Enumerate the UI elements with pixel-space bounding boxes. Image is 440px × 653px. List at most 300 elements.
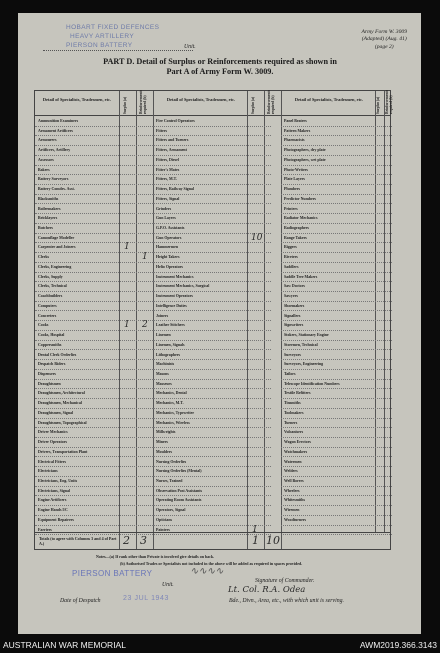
row-rule [281, 495, 392, 496]
trade-label: Artificers, Artillery [38, 148, 71, 153]
row-rule [35, 525, 153, 526]
trade-label: Gun Operators [156, 235, 182, 240]
total-reinforcements-left: 3 [140, 534, 147, 547]
trade-label: Saddle Tree Makers [284, 274, 318, 279]
row-rule [35, 310, 153, 311]
trade-label: Tinsmiths [284, 401, 301, 406]
row-rule [281, 262, 392, 263]
row-rule [153, 184, 271, 185]
row-rule [281, 379, 392, 380]
footer-institution: AUSTRALIAN WAR MEMORIAL [3, 640, 126, 650]
row-rule [281, 456, 392, 457]
trade-label: Surveyors, Engineering [284, 362, 324, 367]
trade-label: Electrical Fitters [38, 459, 66, 464]
unit-label-bottom: Unit. [162, 582, 174, 588]
row-rule [35, 515, 153, 516]
row-rule [35, 203, 153, 204]
trade-label: Turners [284, 420, 298, 425]
trade-label: Lithographers [156, 352, 180, 357]
trade-label: Plumbers [284, 187, 300, 192]
row-rule [153, 145, 271, 146]
row-rule [153, 427, 271, 428]
trade-label: Electricians, Signal [38, 488, 70, 493]
unit-stamp-line-2: HEAVY ARTILLERY [70, 33, 135, 40]
row-rule [153, 369, 271, 370]
row-rule [281, 145, 392, 146]
trade-label: Engine Artificers [38, 498, 67, 503]
trade-label: Shoemakers [284, 303, 305, 308]
trade-label: Mechanics, Wireless [156, 420, 190, 425]
row-rule [35, 223, 153, 224]
row-rule [35, 320, 153, 321]
trade-label: Pattern Makers [284, 128, 311, 133]
row-rule [153, 135, 271, 136]
trade-label: Joiners [156, 313, 169, 318]
trade-label: Photo-Writers [284, 167, 308, 172]
row-rule [35, 242, 153, 243]
unit-label: Unit. [184, 44, 196, 50]
trade-label: Welders [284, 469, 298, 474]
row-rule [281, 291, 392, 292]
row-rule [35, 505, 153, 506]
reinforcement-entry: 2 [142, 320, 148, 331]
trade-label: Operating Room Assistants [156, 498, 202, 503]
row-rule [281, 340, 392, 341]
trade-label: Nurses, Trained [156, 479, 183, 483]
row-rule [35, 388, 153, 389]
row-rule [35, 281, 153, 282]
row-rule [35, 262, 153, 263]
row-rule [281, 194, 392, 195]
form-ref-line-3: (page 2) [374, 43, 394, 50]
trade-label: Grinders [156, 206, 172, 211]
trade-label: Butchers [38, 226, 53, 231]
col-divider [153, 533, 154, 549]
row-rule [35, 252, 153, 253]
row-rule [153, 408, 271, 409]
row-rule [281, 486, 392, 487]
row-rule [281, 165, 392, 166]
trade-label: Boilermakers [38, 206, 61, 211]
row-rule [153, 379, 271, 380]
row-rule [281, 398, 392, 399]
row-rule [153, 515, 271, 516]
header-reinforcements-3: Reinforcements required (b) [385, 89, 393, 114]
trade-label: Millwrights [156, 430, 176, 435]
brigade-label: Bde., Divn., Area, etc., with which unit is serving. [229, 598, 344, 604]
row-rule [153, 223, 271, 224]
header-divider [35, 115, 390, 116]
total-surplus-left: 2 [123, 534, 130, 547]
trade-label: Mechanics, Typewriter [156, 410, 195, 415]
footer-accession-number: AWM2019.366.3143 [359, 640, 437, 650]
trade-label: Opticians [156, 517, 172, 522]
trade-label: Vulcanisers [284, 430, 304, 435]
trade-label: Draughtsmen, Mechanical [38, 401, 82, 406]
row-rule [153, 476, 271, 477]
row-rule [281, 233, 392, 234]
trade-label: Fitters, Armament [156, 148, 187, 153]
trade-label: Concreters [38, 313, 57, 318]
signature-scribble: ∿∿∿∿ [190, 566, 224, 577]
trade-label: Saw Doctors [284, 284, 305, 289]
unit-stamp-line-1: HOBART FIXED DEFENCES [66, 24, 160, 31]
note-b: (b) Authorised Trades or Specialists not included in the above will be added as required in spaces provided. [120, 561, 303, 566]
trade-label: Mechanics, Dental [156, 391, 187, 396]
row-rule [281, 388, 392, 389]
totals-row [34, 533, 391, 550]
trade-label: Riveters [284, 255, 298, 260]
row-rule [281, 476, 392, 477]
trade-label: Watermen [284, 459, 302, 464]
trade-label: Farriers [38, 527, 52, 532]
trade-label: Sawyers [284, 294, 298, 299]
row-rule [35, 135, 153, 136]
trade-label: Dispensers [38, 371, 56, 376]
despatch-date: 23 JUL 1943 [123, 595, 170, 602]
col-divider [136, 533, 137, 549]
row-rule [35, 330, 153, 331]
row-rule [35, 398, 153, 399]
row-rule [281, 155, 392, 156]
trade-label: Predictor Numbers [284, 196, 316, 201]
trade-label: Clerks, Supply [38, 274, 63, 279]
col-divider [119, 533, 120, 549]
row-rule [153, 340, 271, 341]
row-rule [153, 194, 271, 195]
trade-label: Coppersmiths [38, 342, 62, 347]
form-title [0, 57, 440, 77]
trade-label: Panel Beaters [284, 119, 307, 123]
trade-label: Radiator Mechanics [284, 216, 318, 221]
row-rule [153, 252, 271, 253]
trade-label: Ammunition Examiners [38, 119, 79, 123]
row-rule [153, 486, 271, 487]
trade-label: Leather Stitchers [156, 323, 185, 328]
row-rule [153, 418, 271, 419]
trade-label: Printers [284, 206, 298, 211]
form-ref-line-1: Army Form W. 3009 [361, 29, 407, 35]
trade-label: Fitters [156, 128, 168, 133]
row-rule [153, 437, 271, 438]
row-rule [153, 388, 271, 389]
trade-label: Painters [156, 527, 170, 532]
header-specialists-1: Detail of Specialists, Tradesmen, etc. [42, 97, 112, 102]
title-line-2: Part A of Army Form W. 3009. [166, 67, 274, 76]
row-rule [35, 359, 153, 360]
trade-label: Saddlers [284, 264, 299, 269]
col-divider [247, 533, 248, 549]
trade-label: Toolmakers [284, 410, 304, 415]
row-rule [153, 301, 271, 302]
totals-label: Totals (to agree with Columns 3 and 4 of Part A.) [39, 536, 117, 546]
trade-label: Nursing Orderlies [156, 459, 187, 464]
row-rule [281, 447, 392, 448]
trade-label: Observation Post Assistants [156, 488, 203, 493]
trade-label: Battery Surveyors [38, 177, 69, 182]
row-rule [35, 155, 153, 156]
header-reinforcements-1: Reinforcements required (b) [139, 89, 147, 114]
trade-label: Fitters, Diesel [156, 157, 179, 162]
header-specialists-3: Detail of Specialists, Tradesmen, etc. [294, 97, 364, 102]
row-rule [281, 281, 392, 282]
row-rule [281, 135, 392, 136]
trade-label: Draughtsmen, Signal [38, 410, 74, 415]
trade-label: Armament Artificers [38, 128, 73, 133]
trade-label: Storemen, Technical [284, 342, 318, 347]
trade-label: Blacksmiths [38, 196, 59, 201]
row-rule [153, 359, 271, 360]
row-rule [281, 408, 392, 409]
total-reinforcements-right: 10 [266, 534, 280, 547]
signature-handwritten: Lt. Col. R.A. Odea [228, 585, 306, 595]
col-divider [264, 533, 265, 549]
row-rule [153, 456, 271, 457]
trade-label: Photographers, dry plate [284, 148, 326, 153]
row-rule [281, 515, 392, 516]
trade-label: Battery Comdrs. Asst. [38, 187, 75, 192]
row-rule [153, 447, 271, 448]
row-rule [153, 466, 271, 467]
trade-label: Tailors [284, 371, 296, 376]
trade-label: Photographers, wet plate [284, 157, 326, 162]
row-rule [153, 310, 271, 311]
trade-label: Draughtsmen, Topographical [38, 420, 87, 425]
row-rule [153, 281, 271, 282]
row-rule [153, 291, 271, 292]
specialists-table [34, 90, 391, 533]
trade-label: Masons [156, 371, 169, 376]
row-rule [153, 126, 271, 127]
trade-label: Nursing Orderlies (Mental) [156, 469, 202, 474]
row-rule [281, 223, 392, 224]
trade-label: Wheelers [284, 488, 300, 493]
total-surplus-right: 1 [252, 534, 259, 547]
trade-label: Telescope Identification Numbers [284, 381, 340, 386]
row-rule [35, 145, 153, 146]
trade-label: Linemen [156, 333, 171, 338]
row-rule [35, 301, 153, 302]
row-rule [281, 466, 392, 467]
trade-label: Moulders [156, 449, 172, 454]
trade-label: Gun Layers [156, 216, 176, 221]
trade-label: Dental Clerk Orderlies [38, 352, 77, 357]
trade-label: Hammermen [156, 245, 179, 250]
trade-label: Clerks [38, 255, 50, 260]
trade-label: Bricklayers [38, 216, 58, 221]
row-rule [35, 427, 153, 428]
row-rule [35, 184, 153, 185]
trade-label: Fire Control Operators [156, 119, 195, 123]
row-rule [35, 165, 153, 166]
trade-label: Watchmakers [284, 449, 308, 454]
col-divider [281, 533, 282, 549]
row-rule [35, 126, 153, 127]
trade-label: Operators, Signal [156, 508, 186, 513]
row-rule [35, 476, 153, 477]
row-rule [281, 252, 392, 253]
form-ref-line-2: (Adapted) (Aug. 41) [361, 36, 407, 43]
trade-label: Machinists [156, 362, 175, 367]
row-rule [35, 174, 153, 175]
trade-label: Range Takers [284, 235, 307, 240]
trade-label: Instrument Mechanics, Surgical [156, 284, 210, 289]
trade-label: Fitters, Railway Signal [156, 187, 194, 192]
row-rule [153, 505, 271, 506]
row-rule [281, 203, 392, 204]
row-rule [35, 194, 153, 195]
unit-field-line [43, 43, 193, 51]
row-rule [35, 437, 153, 438]
row-rule [153, 495, 271, 496]
trade-label: G.P.O. Assistants [156, 226, 185, 231]
trade-label: Drivers, Transportation Plant [38, 449, 88, 454]
trade-label: Linemen, Signals [156, 342, 185, 347]
trade-label: Clerks, Technical [38, 284, 67, 289]
trade-label: Plate Layers [284, 177, 305, 182]
row-rule [35, 213, 153, 214]
trade-label: Despatch Riders [38, 362, 66, 367]
trade-label: Height Takers [156, 255, 180, 260]
trade-label: Draughtsmen, Architectural [38, 391, 85, 396]
row-rule [35, 233, 153, 234]
trade-label: Intelligence Duties [156, 303, 187, 308]
header-surplus-1: Surplus (a) [123, 96, 127, 114]
header-surplus-3: Surplus (a) [376, 96, 380, 114]
trade-label: Masseurs [156, 381, 172, 386]
trade-label: Electricians, Eng. Units [38, 479, 78, 483]
row-rule [153, 174, 271, 175]
trade-label: Surveyors [284, 352, 301, 357]
row-rule [153, 155, 271, 156]
row-rule [281, 272, 392, 273]
row-rule [153, 320, 271, 321]
row-rule [153, 203, 271, 204]
trade-label: Engine Hands I/C [38, 508, 68, 513]
surplus-entry: 1 [124, 320, 130, 331]
row-rule [35, 369, 153, 370]
trade-label: Instrument Operators [156, 294, 193, 299]
row-rule [281, 418, 392, 419]
row-rule [281, 184, 392, 185]
row-rule [35, 408, 153, 409]
row-rule [35, 291, 153, 292]
trade-label: Driver Mechanics [38, 430, 68, 435]
trade-label: Whitesmiths [284, 498, 305, 503]
row-rule [281, 525, 392, 526]
trade-label: Miners [156, 440, 168, 445]
row-rule [35, 466, 153, 467]
row-rule [281, 174, 392, 175]
trade-label: Draughtsmen [38, 381, 61, 386]
trade-label: Driver Operators [38, 440, 67, 445]
signature-label: Signature of Commander. [255, 578, 315, 584]
header-reinforcements-2: Reinforcements required (b) [267, 89, 275, 114]
row-rule [35, 486, 153, 487]
trade-label: Helio Operators [156, 264, 183, 269]
row-rule [281, 427, 392, 428]
trade-label: Coachbuilders [38, 294, 63, 299]
row-rule [281, 242, 392, 243]
surplus-entry: 10 [251, 232, 263, 243]
row-rule [281, 320, 392, 321]
trade-label: Carpenter and Joiners [38, 245, 76, 250]
reinforcement-entry: 1 [142, 252, 148, 263]
trade-label: Mechanics, M.T. [156, 401, 184, 406]
trade-label: Bakers [38, 167, 50, 172]
row-rule [153, 213, 271, 214]
trade-label: Camouflage Modeller [38, 235, 75, 240]
unit-stamp-line-3: PIERSON BATTERY [66, 42, 133, 49]
trade-label: Armourers [38, 138, 57, 143]
header-specialists-2: Detail of Specialists, Tradesmen, etc. [166, 97, 236, 102]
trade-label: Clerks, Engineering [38, 264, 72, 269]
surplus-entry: 1 [124, 242, 130, 253]
trade-label: Pharmacists [284, 138, 305, 143]
row-rule [281, 213, 392, 214]
trade-label: Electricians [38, 469, 58, 474]
row-rule [35, 272, 153, 273]
row-rule [281, 330, 392, 331]
trade-label: Computers [38, 303, 57, 308]
row-rule [153, 262, 271, 263]
surplus-entry: 1 [252, 524, 258, 535]
row-rule [153, 349, 271, 350]
trade-label: Fitter's Mates [156, 167, 180, 172]
row-rule [281, 437, 392, 438]
row-rule [35, 495, 153, 496]
row-rule [35, 456, 153, 457]
row-rule [35, 379, 153, 380]
trade-label: Equipment Repairers [38, 517, 74, 522]
trade-label: Textile Refitters [284, 391, 311, 396]
row-rule [35, 349, 153, 350]
trade-label: Fitters and Turners [156, 138, 189, 143]
despatch-label: Date of Despatch [60, 598, 101, 604]
trade-label: Woodturners [284, 517, 307, 522]
row-rule [35, 340, 153, 341]
row-rule [281, 505, 392, 506]
row-rule [153, 398, 271, 399]
row-rule [281, 369, 392, 370]
row-rule [281, 349, 392, 350]
trade-label: Radiographers [284, 226, 309, 231]
trade-label: Fitters, M.T. [156, 177, 177, 182]
trade-label: Cooks [38, 323, 49, 328]
title-line-1: PART D. Detail of Surplus or Reinforcements required as shown in [103, 57, 337, 66]
note-a: Notes—(a) If rank other than Private is involved give details on back. [96, 554, 215, 559]
row-rule [35, 418, 153, 419]
row-rule [281, 126, 392, 127]
trade-label: Instrument Mechanics [156, 274, 194, 279]
row-rule [153, 330, 271, 331]
row-rule [281, 310, 392, 311]
trade-label: Signwriters [284, 323, 304, 328]
trade-label: Fitters, Signal [156, 196, 180, 201]
row-rule [35, 447, 153, 448]
trade-label: Wagon Erectors [284, 440, 311, 445]
trade-label: Well Borers [284, 479, 304, 483]
form-reference [362, 29, 407, 51]
trade-label: Wiremen [284, 508, 300, 513]
trade-label: Cooks, Hospital [38, 333, 65, 338]
row-rule [281, 359, 392, 360]
row-rule [153, 272, 271, 273]
trade-label: Stokers, Stationary Engine [284, 333, 329, 338]
header-surplus-2: Surplus (a) [251, 96, 255, 114]
trade-label: Riggers [284, 245, 297, 250]
trade-label: Assessors [38, 157, 54, 162]
